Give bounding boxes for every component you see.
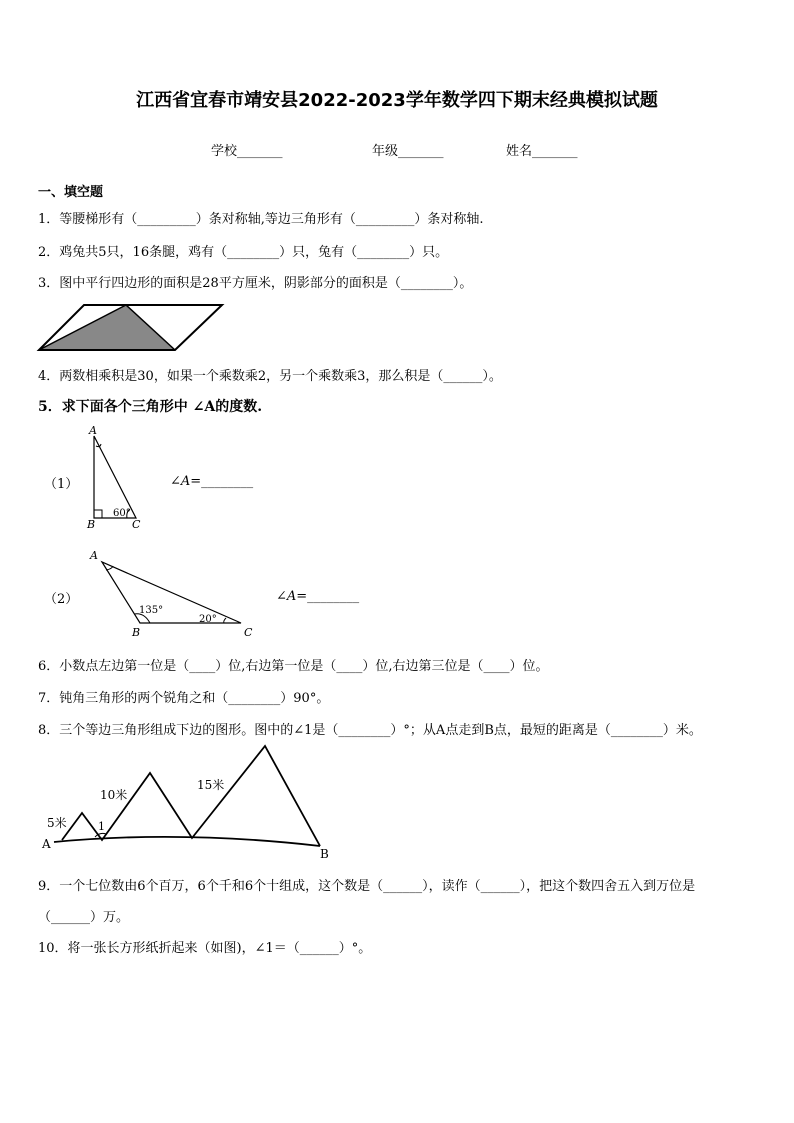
vertex-a-label: A <box>89 424 97 437</box>
triangle-2-outline <box>102 562 241 623</box>
question-9-continued: （______）万。 <box>38 910 130 925</box>
question-3: 3．图中平行四边形的面积是28平方厘米，阴影部分的面积是（________）。 <box>38 276 473 291</box>
question-1: 1．等腰梯形有（_________）条对称轴,等边三角形有（_________）条对称轴. <box>38 212 484 227</box>
vertex-b2-label: B <box>132 626 141 639</box>
q5-part2-label: （2） <box>44 592 79 607</box>
label-15m: 15米 <box>197 778 225 792</box>
question-6: 6．小数点左边第一位是（____）位,右边第一位是（____）位,右边第三位是（____）位。 <box>38 659 549 674</box>
base-line <box>54 837 320 846</box>
question-5: 5．求下面各个三角形中 ∠A的度数. <box>38 399 263 415</box>
question-2: 2．鸡兔共5只，16条腿，鸡有（________）只，兔有（________）只。 <box>38 245 449 260</box>
section-heading-fill-blanks: 一、填空题 <box>38 185 104 200</box>
q5-part1-label: （1） <box>44 477 79 492</box>
question-4: 4．两数相乘积是30，如果一个乘数乘2，另一个乘数乘3，那么积是（______）。 <box>38 369 502 384</box>
angle-60-label: 60° <box>113 508 131 519</box>
right-triangle-figure <box>82 424 152 534</box>
school-field: 学校_______ <box>211 144 283 159</box>
obtuse-triangle-figure <box>86 546 266 641</box>
shaded-triangle <box>39 305 175 350</box>
question-10: 10．将一张长方形纸折起来（如图)，∠1＝（______）°。 <box>38 941 372 956</box>
three-triangles-figure <box>40 742 340 862</box>
name-field: 姓名_______ <box>506 144 578 159</box>
label-angle-1: 1 <box>98 820 105 833</box>
label-point-a: A <box>42 837 51 851</box>
label-point-b: B <box>320 847 329 861</box>
parallelogram-figure <box>36 302 226 354</box>
question-8: 8．三个等边三角形组成下边的图形。图中的∠1是（________）°；从A点走到B点，最短的距离是（________）米。 <box>38 723 702 738</box>
triangle-1-outline <box>94 436 136 518</box>
grade-field: 年级_______ <box>372 144 444 159</box>
label-10m: 10米 <box>100 788 128 802</box>
angle-135-label: 135° <box>139 605 164 616</box>
label-5m: 5米 <box>47 816 67 830</box>
angle-20-label: 20° <box>199 614 217 625</box>
q5-part1-answer: ∠A=________ <box>170 474 254 489</box>
vertex-a2-label: A <box>90 549 98 562</box>
angle-c2-arc <box>224 618 226 623</box>
page-title: 江西省宜春市靖安县2022-2023学年数学四下期末经典模拟试题 <box>136 90 658 111</box>
right-angle-mark <box>94 510 102 518</box>
question-9: 9．一个七位数由6个百万，6个千和6个十组成，这个数是（______），读作（______），把这个数四舍五入到万位是 <box>38 879 696 894</box>
question-7: 7．钝角三角形的两个锐角之和（________）90°。 <box>38 691 330 706</box>
vertex-c-label: C <box>132 518 141 531</box>
q5-part2-answer: ∠A=________ <box>276 589 360 604</box>
vertex-b-label: B <box>87 518 96 531</box>
vertex-c2-label: C <box>244 626 253 639</box>
